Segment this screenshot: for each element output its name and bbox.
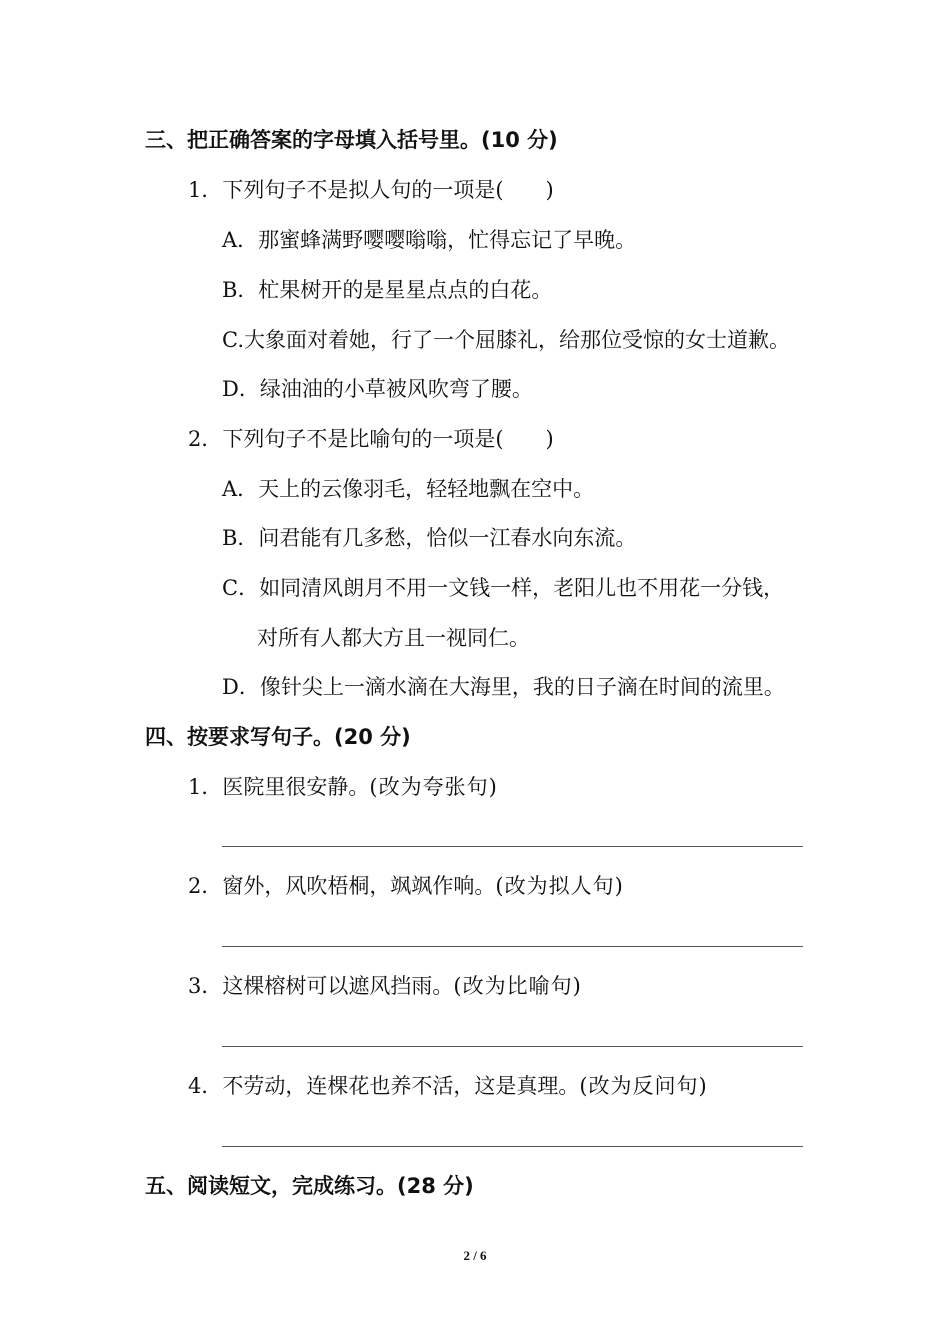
option-3-1-a: A．那蜜蜂满野嘤嘤嗡嗡，忙得忘记了早晚。 — [222, 228, 637, 252]
option-3-1-d: D．绿油油的小草被风吹弯了腰。 — [222, 377, 533, 401]
option-3-1-c: C.大象面对着她，行了一个屈膝礼，给那位受惊的女士道歉。 — [222, 328, 790, 352]
answer-line-1[interactable] — [222, 846, 803, 847]
rewrite-item-2 — [188, 872, 624, 900]
page-number: 2 / 6 — [463, 1248, 487, 1263]
section-3-heading: 三、把正确答案的字母填入括号里。(10 分) — [145, 128, 558, 152]
option-3-2-a: A．天上的云像羽毛，轻轻地飘在空中。 — [222, 477, 595, 501]
rewrite-item-2-hint: (改为拟人句) — [495, 874, 624, 898]
option-3-2-c-continued: 对所有人都大方且一视同仁。 — [257, 626, 530, 650]
question-3-1-stem: 1．下列句子不是拟人句的一项是( ) — [188, 178, 554, 202]
answer-line-4[interactable] — [222, 1146, 803, 1147]
rewrite-item-1-text: 1．医院里很安静。 — [188, 775, 370, 799]
option-3-2-c: C．如同清风朗月不用一文钱一样，老阳儿也不用花一分钱， — [222, 576, 785, 600]
rewrite-item-3-hint: (改为比喻句) — [453, 974, 582, 998]
option-3-2-b: B．问君能有几多愁，恰似一江春水向东流。 — [222, 526, 637, 550]
section-4-heading: 四、按要求写句子。(20 分) — [145, 725, 411, 749]
rewrite-item-4-text: 4．不劳动，连棵花也养不活，这是真理。 — [188, 1074, 580, 1098]
option-3-2-d: D．像针尖上一滴水滴在大海里，我的日子滴在时间的流里。 — [222, 675, 785, 699]
section-5-heading: 五、阅读短文，完成练习。(28 分) — [145, 1174, 474, 1198]
rewrite-item-4-hint: (改为反问句) — [579, 1074, 708, 1098]
rewrite-item-1 — [188, 773, 498, 801]
rewrite-item-1-hint: (改为夸张句) — [369, 775, 498, 799]
rewrite-item-3-text: 3．这棵榕树可以遮风挡雨。 — [188, 974, 454, 998]
rewrite-item-3 — [188, 972, 582, 1000]
rewrite-item-2-text: 2．窗外，风吹梧桐，飒飒作响。 — [188, 874, 496, 898]
question-3-2-stem: 2．下列句子不是比喻句的一项是( ) — [188, 427, 554, 451]
rewrite-item-4 — [188, 1072, 708, 1100]
option-3-1-b: B．杧果树开的是星星点点的白花。 — [222, 278, 553, 302]
answer-line-2[interactable] — [222, 946, 803, 947]
answer-line-3[interactable] — [222, 1046, 803, 1047]
